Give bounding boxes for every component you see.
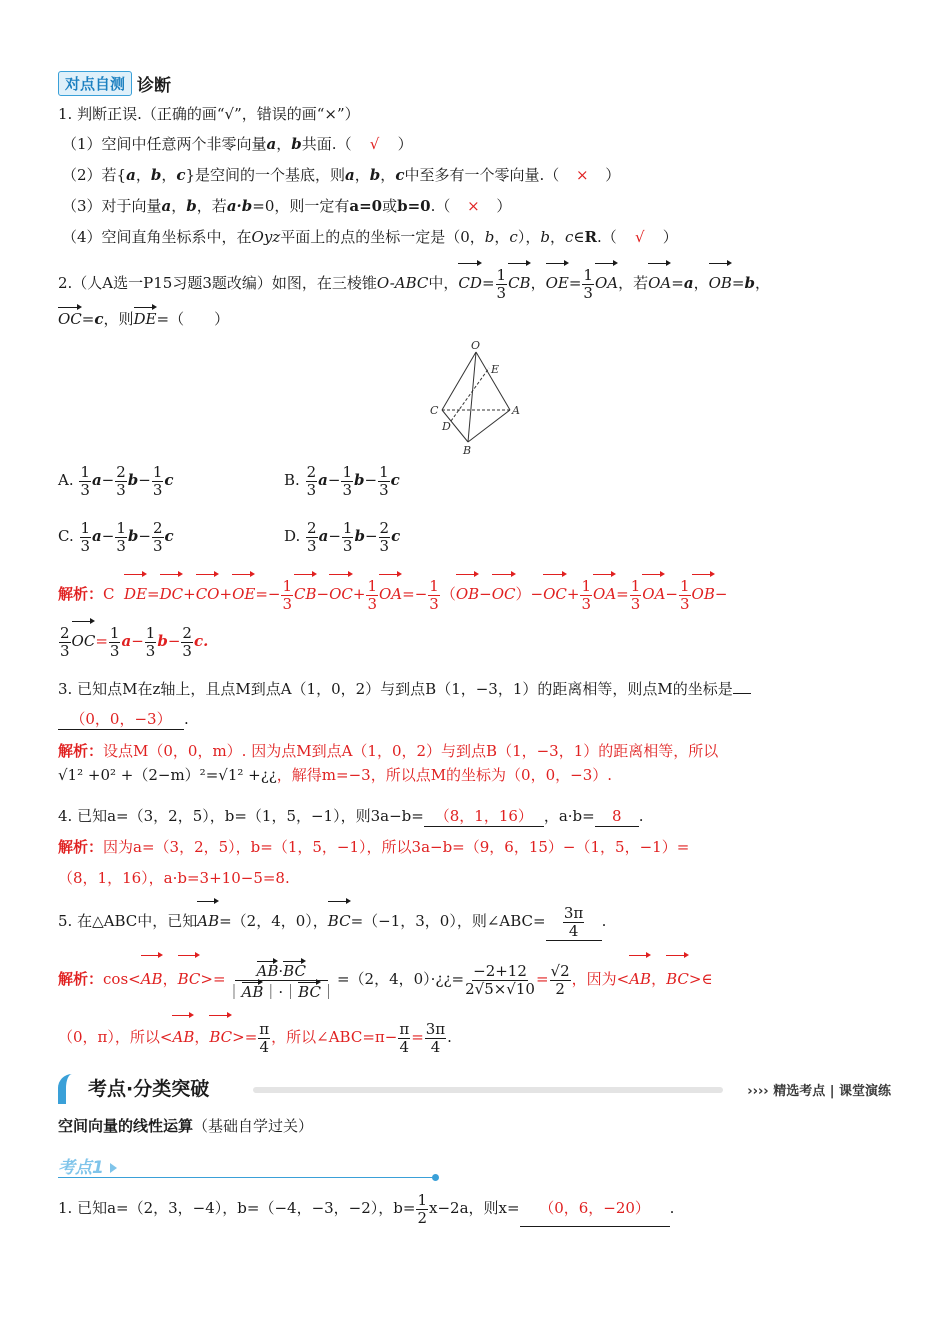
self-test-suffix: 诊断 — [137, 75, 172, 96]
exercise-1: 1. 已知a=（2，3，−4），b=（−4，−3，−2），b= $\frac{1}{2}$ x−2a，则x= （0，6，−20） . — [58, 1190, 675, 1227]
q3-stem: 3. 已知点M在z轴上，且点M到点A（1，0，2）与到点B（1，−3，1）的距离相等，则点M的坐标是 — [58, 679, 751, 699]
q5-answer-num: 3π — [563, 903, 584, 922]
label-B: B — [463, 444, 472, 457]
section-right-label: ›››› 精选考点 | 课堂演练 — [747, 1084, 891, 1099]
q5-solution-1: 解析：cos<AB，BC>= $\frac{AB\cdot BC}{|AB|\cdot|BC|}$ =（2，4，0）·¿¿= $\frac{-2+12}{2√5\times√10}$ = $\frac{√2}{2}$ ，因为<AB，BC>∈ — [58, 954, 713, 1001]
label-C: C — [430, 404, 439, 417]
q1-stem: 1. 判断正误.（正确的画“√”，错误的画“×”） — [58, 105, 360, 123]
q4-answer-2: 8 — [595, 806, 639, 827]
q2-option-c[interactable]: C. $\frac{1}{3}$ a− $\frac{1}{3}$ b− $\frac{2}{3}$ c — [58, 518, 174, 555]
section-title: 考点·分类突破 — [58, 1074, 219, 1104]
section-divider-bar — [253, 1087, 723, 1093]
q3-answer: （0，0，−3） — [58, 709, 184, 730]
edge-AB — [468, 410, 510, 442]
self-test-badge: 对点自测 — [58, 71, 132, 96]
q2-solution-2: $\frac{2}{3}$ OC= $\frac{1}{3}$ a− $\frac{1}{3}$ b− $\frac{2}{3}$ c. — [58, 620, 208, 660]
q1-item-2: （2）若{a，b，c}是空间的一个基底，则a，b，c中至多有一个零向量.（ × ） — [62, 166, 621, 184]
label-A: A — [512, 404, 520, 417]
q2-option-d[interactable]: D. $\frac{2}{3}$ a− $\frac{1}{3}$ b− $\frac{2}{3}$ c — [284, 518, 401, 555]
q2-stem-2: OC=c，则DE=（ ） — [58, 306, 229, 329]
q1-item-4: （4）空间直角坐标系中，在Oyz平面上的点的坐标一定是（0，b，c），b，c∈R.（ √ ） — [62, 228, 678, 246]
label-D: D — [442, 420, 451, 433]
self-test-header — [58, 70, 171, 96]
q1-item-1: （1）空间中任意两个非零向量a，b共面.（ √ ） — [62, 135, 413, 153]
edge-OA — [476, 352, 510, 410]
kaodian-1-tag: 考点1 — [58, 1153, 117, 1178]
kaodian-dot — [432, 1174, 439, 1181]
q1-item-4-mark: √ — [634, 228, 645, 246]
section-subtitle: 空间向量的线性运算（基础自学过关） — [58, 1117, 314, 1135]
section-banner — [58, 1074, 891, 1106]
q4-solution-2: （8，1，16），a·b=3+10−5=8. — [58, 869, 290, 887]
q5-solution-2: （0，π），所以<AB，BC>= $\frac{\pi}{4}$ ，所以∠ABC=π− $\frac{\pi}{4}$ = $\frac{3\pi}{4}$ . — [58, 1014, 452, 1057]
kaodian-underline — [58, 1177, 436, 1178]
q3-solution-1: 解析：设点M（0，0，m）. 因为点M到点A（1，0，2）与到点B（1，−3，1）的距离相等，所以 — [58, 742, 719, 760]
q1-item-2-mark: × — [575, 166, 589, 184]
exercise-1-answer: （0，6，−20） — [520, 1190, 670, 1227]
q5-stem: 5. 在△ABC中，已知AB=（2，4，0），BC=（−1，3，0），则∠ABC= $\frac{3\pi}{4}$ . — [58, 900, 606, 941]
q1-item-3: （3）对于向量a，b，若a·b=0，则一定有a=0或b=0.（ × ） — [62, 197, 512, 215]
play-icon — [110, 1163, 117, 1173]
tetrahedron-figure — [426, 338, 526, 458]
q4-answer-1: （8，1，16） — [424, 806, 544, 827]
q3-answer-line: （0，0，−3） . — [58, 709, 189, 730]
q1-item-1-mark: √ — [369, 135, 380, 153]
q3-solution-2: √1² +0² +（2−m）²=√1² +¿¿，解得m=−3，所以点M的坐标为（0，0，−3）. — [58, 766, 613, 784]
q4-stem: 4. 已知a=（3，2，5），b=（1，5，−1），则3a−b= （8，1，16） ，a·b= 8 . — [58, 807, 644, 825]
q2-option-a[interactable]: A. $\frac{1}{3}$ a− $\frac{2}{3}$ b− $\frac{1}{3}$ c — [58, 462, 174, 499]
edge-OB — [468, 352, 476, 442]
q2-solution-1: 解析：C DE=DC+CO+OE=− $\frac{1}{3}$ CB−OC+ $\frac{1}{3}$ OA=− $\frac{1}{3}$ （OB−OC）−OC+ $\frac{1}{3}$ OA= $\frac{1}{3}$ OA− $\frac{1}{3}$ OB− — [58, 573, 727, 613]
edge-OC — [442, 352, 476, 410]
label-O: O — [471, 339, 481, 352]
q1-item-3-mark: × — [467, 197, 480, 215]
segment-DE — [451, 368, 489, 421]
q2-stem: 2.（人A选一P15习题3题改编）如图，在三棱锥O-ABC中，CD= $\frac{1}{3}$ CB，OE= $\frac{1}{3}$ OA，若OA=a，OB=b， — [58, 262, 770, 302]
q4-solution-1: 解析：因为a=（3，2，5），b=（1，5，−1），所以3a−b=（9，6，15）−（1，5，−1）= — [58, 838, 690, 856]
q2-option-b[interactable]: B. $\frac{2}{3}$ a− $\frac{1}{3}$ b− $\frac{1}{3}$ c — [284, 462, 400, 499]
label-E: E — [491, 363, 500, 376]
